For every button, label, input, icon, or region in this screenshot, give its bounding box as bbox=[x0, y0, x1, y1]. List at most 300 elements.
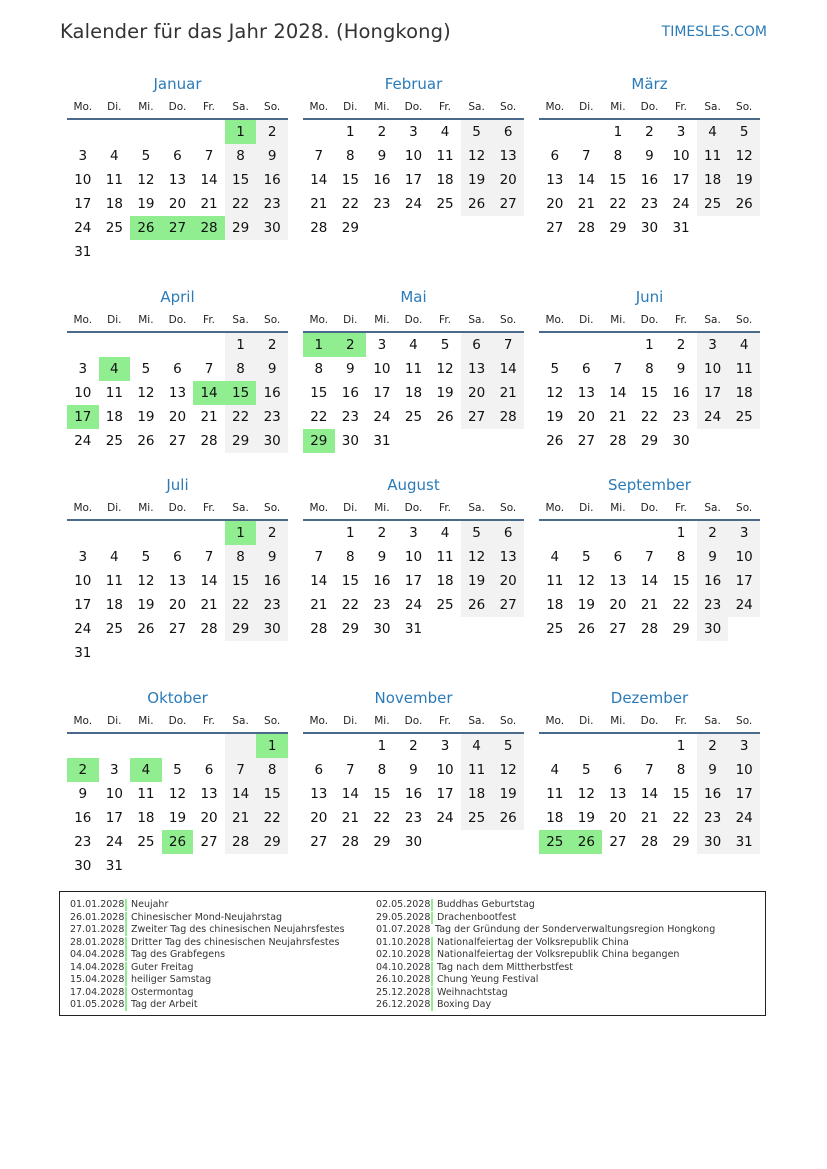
day-cell[interactable]: 3 bbox=[377, 337, 387, 353]
day-cell[interactable]: 12 bbox=[546, 385, 564, 401]
day-cell[interactable]: 27 bbox=[609, 621, 627, 637]
day-cell[interactable]: 29 bbox=[256, 830, 288, 854]
day-cell[interactable]: 8 bbox=[225, 144, 257, 168]
day-cell[interactable]: 15 bbox=[341, 172, 359, 188]
day-cell[interactable]: 19 bbox=[461, 569, 493, 593]
day-cell[interactable]: 14 bbox=[609, 385, 627, 401]
day-cell[interactable]: 5 bbox=[582, 762, 591, 778]
day-cell[interactable]: 11 bbox=[546, 786, 564, 802]
day-cell[interactable]: 6 bbox=[173, 148, 182, 164]
day-cell[interactable]: 13 bbox=[577, 385, 595, 401]
day-cell[interactable]: 7 bbox=[645, 549, 654, 565]
day-cell[interactable]: 24 bbox=[74, 621, 92, 637]
day-cell[interactable]: 27 bbox=[310, 834, 328, 850]
day-cell[interactable]: 21 bbox=[577, 196, 595, 212]
day-cell[interactable]: 16 bbox=[640, 172, 659, 188]
day-cell[interactable]: 3 bbox=[409, 525, 418, 541]
day-cell[interactable]: 19 bbox=[577, 597, 595, 613]
day-cell[interactable]: 17 bbox=[74, 597, 92, 613]
day-cell[interactable]: 2 bbox=[256, 333, 288, 357]
day-cell[interactable]: 12 bbox=[137, 573, 155, 589]
day-cell[interactable]: 17 bbox=[697, 381, 729, 405]
day-cell[interactable]: 4 bbox=[99, 357, 131, 381]
day-cell[interactable]: 28 bbox=[640, 621, 659, 637]
day-cell[interactable]: 29 bbox=[341, 621, 359, 637]
day-cell[interactable]: 1 bbox=[676, 525, 686, 541]
day-cell[interactable]: 16 bbox=[672, 385, 690, 401]
day-cell[interactable]: 14 bbox=[200, 573, 218, 589]
day-cell[interactable]: 18 bbox=[436, 573, 454, 589]
day-cell[interactable]: 3 bbox=[78, 361, 88, 377]
day-cell[interactable]: 20 bbox=[492, 168, 524, 192]
day-cell[interactable]: 27 bbox=[492, 593, 524, 617]
day-cell[interactable]: 30 bbox=[373, 621, 391, 637]
day-cell[interactable]: 10 bbox=[105, 786, 123, 802]
day-cell[interactable]: 7 bbox=[314, 549, 324, 565]
day-cell[interactable]: 16 bbox=[341, 385, 359, 401]
day-cell[interactable]: 23 bbox=[341, 409, 359, 425]
day-cell[interactable]: 2 bbox=[377, 124, 387, 140]
day-cell[interactable]: 2 bbox=[697, 521, 729, 545]
day-cell[interactable]: 24 bbox=[404, 196, 423, 212]
day-cell[interactable]: 18 bbox=[105, 409, 123, 425]
day-cell[interactable]: 3 bbox=[728, 734, 760, 758]
day-cell[interactable]: 26 bbox=[137, 621, 155, 637]
day-cell[interactable]: 4 bbox=[440, 525, 450, 541]
day-cell[interactable]: 15 bbox=[373, 786, 391, 802]
day-cell[interactable]: 6 bbox=[613, 762, 623, 778]
day-cell[interactable]: 21 bbox=[640, 597, 659, 613]
day-cell[interactable]: 22 bbox=[341, 196, 359, 212]
day-cell[interactable]: 10 bbox=[74, 385, 92, 401]
day-cell[interactable]: 14 bbox=[341, 786, 359, 802]
day-cell[interactable]: 20 bbox=[609, 597, 627, 613]
day-cell[interactable]: 20 bbox=[310, 810, 328, 826]
day-cell[interactable]: 17 bbox=[105, 810, 123, 826]
day-cell[interactable]: 22 bbox=[310, 409, 328, 425]
day-cell[interactable]: 8 bbox=[225, 545, 257, 569]
day-cell[interactable]: 6 bbox=[173, 549, 182, 565]
day-cell[interactable]: 27 bbox=[200, 834, 218, 850]
day-cell[interactable]: 24 bbox=[672, 196, 690, 212]
day-cell[interactable]: 17 bbox=[404, 172, 423, 188]
day-cell[interactable]: 21 bbox=[341, 810, 359, 826]
day-cell[interactable]: 28 bbox=[577, 220, 595, 236]
day-cell[interactable]: 12 bbox=[577, 573, 595, 589]
day-cell[interactable]: 25 bbox=[697, 192, 729, 216]
day-cell[interactable]: 5 bbox=[141, 361, 151, 377]
day-cell[interactable]: 12 bbox=[461, 144, 493, 168]
day-cell[interactable]: 14 bbox=[225, 782, 257, 806]
day-cell[interactable]: 6 bbox=[204, 762, 214, 778]
day-cell[interactable]: 28 bbox=[341, 834, 359, 850]
day-cell[interactable]: 30 bbox=[404, 834, 423, 850]
day-cell[interactable]: 9 bbox=[645, 148, 654, 164]
day-cell[interactable]: 24 bbox=[74, 433, 92, 449]
day-cell[interactable]: 29 bbox=[609, 220, 627, 236]
day-cell[interactable]: 10 bbox=[728, 545, 760, 569]
day-cell[interactable]: 21 bbox=[200, 597, 218, 613]
day-cell[interactable]: 16 bbox=[256, 569, 288, 593]
day-cell[interactable]: 4 bbox=[461, 734, 493, 758]
day-cell[interactable]: 31 bbox=[672, 220, 690, 236]
day-cell[interactable]: 23 bbox=[256, 192, 288, 216]
day-cell[interactable]: 15 bbox=[341, 573, 359, 589]
day-cell[interactable]: 13 bbox=[310, 786, 328, 802]
day-cell[interactable]: 19 bbox=[728, 168, 760, 192]
day-cell[interactable]: 11 bbox=[436, 148, 454, 164]
day-cell[interactable]: 25 bbox=[436, 196, 454, 212]
day-cell[interactable]: 8 bbox=[225, 357, 257, 381]
day-cell[interactable]: 13 bbox=[492, 545, 524, 569]
day-cell[interactable]: 5 bbox=[461, 521, 493, 545]
day-cell[interactable]: 9 bbox=[377, 148, 387, 164]
day-cell[interactable]: 7 bbox=[582, 148, 591, 164]
day-cell[interactable]: 28 bbox=[640, 834, 659, 850]
day-cell[interactable]: 10 bbox=[672, 148, 690, 164]
day-cell[interactable]: 19 bbox=[436, 385, 454, 401]
day-cell[interactable]: 12 bbox=[492, 758, 524, 782]
day-cell[interactable]: 13 bbox=[609, 786, 627, 802]
day-cell[interactable]: 22 bbox=[640, 409, 659, 425]
day-cell[interactable]: 27 bbox=[168, 621, 187, 637]
day-cell[interactable]: 17 bbox=[373, 385, 391, 401]
day-cell[interactable]: 19 bbox=[461, 168, 493, 192]
day-cell[interactable]: 22 bbox=[256, 806, 288, 830]
day-cell[interactable]: 27 bbox=[577, 433, 595, 449]
day-cell[interactable]: 20 bbox=[492, 569, 524, 593]
day-cell[interactable]: 1 bbox=[225, 521, 257, 545]
day-cell[interactable]: 26 bbox=[461, 192, 493, 216]
day-cell[interactable]: 18 bbox=[436, 172, 454, 188]
day-cell[interactable]: 4 bbox=[697, 120, 729, 144]
day-cell[interactable]: 25 bbox=[137, 834, 155, 850]
day-cell[interactable]: 16 bbox=[373, 573, 391, 589]
day-cell[interactable]: 19 bbox=[168, 810, 187, 826]
day-cell[interactable]: 25 bbox=[105, 220, 123, 236]
day-cell[interactable]: 24 bbox=[728, 806, 760, 830]
day-cell[interactable]: 25 bbox=[105, 621, 123, 637]
day-cell[interactable]: 28 bbox=[609, 433, 627, 449]
day-cell[interactable]: 9 bbox=[409, 762, 418, 778]
day-cell[interactable]: 30 bbox=[640, 220, 659, 236]
day-cell[interactable]: 10 bbox=[404, 549, 423, 565]
day-cell[interactable]: 26 bbox=[130, 216, 162, 240]
day-cell[interactable]: 3 bbox=[697, 333, 729, 357]
day-cell[interactable]: 22 bbox=[672, 810, 690, 826]
day-cell[interactable]: 24 bbox=[404, 597, 423, 613]
day-cell[interactable]: 29 bbox=[640, 433, 659, 449]
day-cell[interactable]: 30 bbox=[697, 830, 729, 854]
day-cell[interactable]: 18 bbox=[105, 196, 123, 212]
day-cell[interactable]: 22 bbox=[225, 405, 257, 429]
day-cell[interactable]: 27 bbox=[492, 192, 524, 216]
day-cell[interactable]: 8 bbox=[645, 361, 654, 377]
day-cell[interactable]: 24 bbox=[436, 810, 454, 826]
day-cell[interactable]: 17 bbox=[728, 569, 760, 593]
day-cell[interactable]: 30 bbox=[341, 433, 359, 449]
day-cell[interactable]: 5 bbox=[141, 148, 151, 164]
day-cell[interactable]: 8 bbox=[377, 762, 387, 778]
day-cell[interactable]: 5 bbox=[440, 337, 450, 353]
day-cell[interactable]: 25 bbox=[436, 597, 454, 613]
day-cell[interactable]: 19 bbox=[137, 196, 155, 212]
day-cell[interactable]: 28 bbox=[193, 216, 225, 240]
day-cell[interactable]: 30 bbox=[74, 858, 92, 874]
day-cell[interactable]: 23 bbox=[697, 593, 729, 617]
day-cell[interactable]: 29 bbox=[225, 216, 257, 240]
day-cell[interactable]: 20 bbox=[577, 409, 595, 425]
day-cell[interactable]: 23 bbox=[256, 405, 288, 429]
day-cell[interactable]: 10 bbox=[728, 758, 760, 782]
day-cell[interactable]: 22 bbox=[672, 597, 690, 613]
day-cell[interactable]: 8 bbox=[676, 762, 686, 778]
day-cell[interactable]: 21 bbox=[310, 597, 328, 613]
day-cell[interactable]: 31 bbox=[74, 244, 92, 260]
day-cell[interactable]: 3 bbox=[728, 521, 760, 545]
day-cell[interactable]: 2 bbox=[697, 734, 729, 758]
day-cell[interactable]: 24 bbox=[728, 593, 760, 617]
day-cell[interactable]: 7 bbox=[613, 361, 623, 377]
day-cell[interactable]: 5 bbox=[582, 549, 591, 565]
day-cell[interactable]: 25 bbox=[546, 621, 564, 637]
day-cell[interactable]: 23 bbox=[640, 196, 659, 212]
day-cell[interactable]: 4 bbox=[728, 333, 760, 357]
day-cell[interactable]: 2 bbox=[335, 333, 367, 357]
day-cell[interactable]: 16 bbox=[404, 786, 423, 802]
day-cell[interactable]: 5 bbox=[550, 361, 560, 377]
day-cell[interactable]: 1 bbox=[377, 738, 387, 754]
day-cell[interactable]: 23 bbox=[373, 196, 391, 212]
day-cell[interactable]: 27 bbox=[546, 220, 564, 236]
day-cell[interactable]: 6 bbox=[173, 361, 182, 377]
day-cell[interactable]: 3 bbox=[110, 762, 119, 778]
day-cell[interactable]: 18 bbox=[137, 810, 155, 826]
day-cell[interactable]: 24 bbox=[697, 405, 729, 429]
day-cell[interactable]: 9 bbox=[256, 545, 288, 569]
day-cell[interactable]: 9 bbox=[377, 549, 387, 565]
day-cell[interactable]: 10 bbox=[74, 573, 92, 589]
day-cell[interactable]: 26 bbox=[461, 593, 493, 617]
day-cell[interactable]: 11 bbox=[105, 573, 123, 589]
day-cell[interactable]: 21 bbox=[640, 810, 659, 826]
day-cell[interactable]: 15 bbox=[225, 168, 257, 192]
day-cell[interactable]: 29 bbox=[225, 429, 257, 453]
day-cell[interactable]: 19 bbox=[137, 597, 155, 613]
day-cell[interactable]: 26 bbox=[436, 409, 454, 425]
day-cell[interactable]: 5 bbox=[728, 120, 760, 144]
day-cell[interactable]: 21 bbox=[200, 196, 218, 212]
day-cell[interactable]: 13 bbox=[609, 573, 627, 589]
day-cell[interactable]: 8 bbox=[676, 549, 686, 565]
day-cell[interactable]: 9 bbox=[697, 545, 729, 569]
day-cell[interactable]: 26 bbox=[546, 433, 564, 449]
day-cell[interactable]: 2 bbox=[645, 124, 654, 140]
day-cell[interactable]: 18 bbox=[697, 168, 729, 192]
day-cell[interactable]: 27 bbox=[609, 834, 627, 850]
day-cell[interactable]: 24 bbox=[105, 834, 123, 850]
day-cell[interactable]: 29 bbox=[672, 834, 690, 850]
day-cell[interactable]: 18 bbox=[105, 597, 123, 613]
day-cell[interactable]: 14 bbox=[640, 786, 659, 802]
day-cell[interactable]: 3 bbox=[78, 148, 88, 164]
day-cell[interactable]: 17 bbox=[728, 782, 760, 806]
day-cell[interactable]: 10 bbox=[436, 762, 454, 778]
day-cell[interactable]: 11 bbox=[697, 144, 729, 168]
day-cell[interactable]: 20 bbox=[546, 196, 564, 212]
day-cell[interactable]: 14 bbox=[640, 573, 659, 589]
day-cell[interactable]: 20 bbox=[461, 381, 493, 405]
day-cell[interactable]: 28 bbox=[225, 830, 257, 854]
day-cell[interactable]: 9 bbox=[346, 361, 355, 377]
day-cell[interactable]: 20 bbox=[609, 810, 627, 826]
day-cell[interactable]: 11 bbox=[105, 172, 123, 188]
day-cell[interactable]: 16 bbox=[74, 810, 92, 826]
day-cell[interactable]: 9 bbox=[697, 758, 729, 782]
day-cell[interactable]: 6 bbox=[582, 361, 591, 377]
day-cell[interactable]: 12 bbox=[461, 545, 493, 569]
day-cell[interactable]: 26 bbox=[728, 192, 760, 216]
day-cell[interactable]: 26 bbox=[162, 830, 194, 854]
day-cell[interactable]: 3 bbox=[409, 124, 418, 140]
day-cell[interactable]: 14 bbox=[310, 172, 328, 188]
day-cell[interactable]: 6 bbox=[613, 549, 623, 565]
day-cell[interactable]: 8 bbox=[613, 148, 623, 164]
day-cell[interactable]: 12 bbox=[577, 786, 595, 802]
day-cell[interactable]: 7 bbox=[314, 148, 324, 164]
day-cell[interactable]: 26 bbox=[577, 621, 595, 637]
day-cell[interactable]: 28 bbox=[200, 433, 218, 449]
day-cell[interactable]: 17 bbox=[74, 196, 92, 212]
day-cell[interactable]: 4 bbox=[550, 549, 560, 565]
day-cell[interactable]: 3 bbox=[676, 124, 686, 140]
day-cell[interactable]: 23 bbox=[256, 593, 288, 617]
day-cell[interactable]: 20 bbox=[168, 196, 187, 212]
day-cell[interactable]: 4 bbox=[440, 124, 450, 140]
day-cell[interactable]: 12 bbox=[728, 144, 760, 168]
day-cell[interactable]: 5 bbox=[173, 762, 182, 778]
day-cell[interactable]: 30 bbox=[697, 617, 729, 641]
day-cell[interactable]: 29 bbox=[373, 834, 391, 850]
day-cell[interactable]: 17 bbox=[672, 172, 690, 188]
day-cell[interactable]: 22 bbox=[373, 810, 391, 826]
day-cell[interactable]: 12 bbox=[168, 786, 187, 802]
day-cell[interactable]: 2 bbox=[377, 525, 387, 541]
day-cell[interactable]: 7 bbox=[204, 148, 214, 164]
day-cell[interactable]: 21 bbox=[200, 409, 218, 425]
day-cell[interactable]: 6 bbox=[492, 521, 524, 545]
day-cell[interactable]: 30 bbox=[256, 216, 288, 240]
day-cell[interactable]: 1 bbox=[645, 337, 654, 353]
day-cell[interactable]: 7 bbox=[225, 758, 257, 782]
day-cell[interactable]: 2 bbox=[409, 738, 418, 754]
day-cell[interactable]: 1 bbox=[613, 124, 623, 140]
day-cell[interactable]: 1 bbox=[346, 124, 355, 140]
day-cell[interactable]: 3 bbox=[440, 738, 450, 754]
day-cell[interactable]: 23 bbox=[697, 806, 729, 830]
day-cell[interactable]: 26 bbox=[137, 433, 155, 449]
day-cell[interactable]: 27 bbox=[162, 216, 194, 240]
day-cell[interactable]: 6 bbox=[492, 120, 524, 144]
day-cell[interactable]: 11 bbox=[404, 361, 423, 377]
day-cell[interactable]: 20 bbox=[200, 810, 218, 826]
day-cell[interactable]: 21 bbox=[310, 196, 328, 212]
day-cell[interactable]: 3 bbox=[78, 549, 88, 565]
day-cell[interactable]: 9 bbox=[676, 361, 686, 377]
day-cell[interactable]: 8 bbox=[256, 758, 288, 782]
day-cell[interactable]: 1 bbox=[256, 734, 288, 758]
brand-link[interactable]: TIMESLES.COM bbox=[661, 24, 767, 40]
day-cell[interactable]: 24 bbox=[373, 409, 391, 425]
day-cell[interactable]: 27 bbox=[461, 405, 493, 429]
day-cell[interactable]: 16 bbox=[256, 381, 288, 405]
day-cell[interactable]: 17 bbox=[436, 786, 454, 802]
day-cell[interactable]: 10 bbox=[74, 172, 92, 188]
day-cell[interactable]: 16 bbox=[697, 782, 729, 806]
day-cell[interactable]: 7 bbox=[492, 333, 524, 357]
day-cell[interactable]: 30 bbox=[256, 429, 288, 453]
day-cell[interactable]: 19 bbox=[492, 782, 524, 806]
day-cell[interactable]: 6 bbox=[550, 148, 560, 164]
day-cell[interactable]: 18 bbox=[404, 385, 423, 401]
day-cell[interactable]: 25 bbox=[404, 409, 423, 425]
day-cell[interactable]: 16 bbox=[256, 168, 288, 192]
day-cell[interactable]: 31 bbox=[373, 433, 391, 449]
day-cell[interactable]: 15 bbox=[225, 381, 257, 405]
day-cell[interactable]: 29 bbox=[341, 220, 359, 236]
day-cell[interactable]: 18 bbox=[546, 597, 564, 613]
day-cell[interactable]: 13 bbox=[492, 144, 524, 168]
day-cell[interactable]: 29 bbox=[303, 429, 335, 453]
day-cell[interactable]: 1 bbox=[346, 525, 355, 541]
day-cell[interactable]: 21 bbox=[225, 806, 257, 830]
day-cell[interactable]: 25 bbox=[461, 806, 493, 830]
day-cell[interactable]: 4 bbox=[550, 762, 560, 778]
day-cell[interactable]: 11 bbox=[105, 385, 123, 401]
day-cell[interactable]: 5 bbox=[492, 734, 524, 758]
day-cell[interactable]: 2 bbox=[676, 337, 686, 353]
day-cell[interactable]: 17 bbox=[67, 405, 99, 429]
day-cell[interactable]: 19 bbox=[577, 810, 595, 826]
day-cell[interactable]: 23 bbox=[672, 409, 690, 425]
day-cell[interactable]: 28 bbox=[310, 220, 328, 236]
day-cell[interactable]: 9 bbox=[256, 357, 288, 381]
day-cell[interactable]: 19 bbox=[546, 409, 564, 425]
day-cell[interactable]: 29 bbox=[225, 617, 257, 641]
day-cell[interactable]: 15 bbox=[609, 172, 627, 188]
day-cell[interactable]: 29 bbox=[672, 621, 690, 637]
day-cell[interactable]: 6 bbox=[461, 333, 493, 357]
day-cell[interactable]: 15 bbox=[225, 569, 257, 593]
day-cell[interactable]: 11 bbox=[137, 786, 155, 802]
day-cell[interactable]: 22 bbox=[609, 196, 627, 212]
day-cell[interactable]: 18 bbox=[546, 810, 564, 826]
day-cell[interactable]: 28 bbox=[310, 621, 328, 637]
day-cell[interactable]: 18 bbox=[728, 381, 760, 405]
day-cell[interactable]: 31 bbox=[105, 858, 123, 874]
day-cell[interactable]: 14 bbox=[492, 357, 524, 381]
day-cell[interactable]: 21 bbox=[492, 381, 524, 405]
day-cell[interactable]: 5 bbox=[461, 120, 493, 144]
day-cell[interactable]: 23 bbox=[404, 810, 423, 826]
day-cell[interactable]: 26 bbox=[492, 806, 524, 830]
day-cell[interactable]: 11 bbox=[461, 758, 493, 782]
day-cell[interactable]: 2 bbox=[256, 120, 288, 144]
day-cell[interactable]: 23 bbox=[373, 597, 391, 613]
day-cell[interactable]: 25 bbox=[105, 433, 123, 449]
day-cell[interactable]: 7 bbox=[204, 549, 214, 565]
day-cell[interactable]: 13 bbox=[200, 786, 218, 802]
